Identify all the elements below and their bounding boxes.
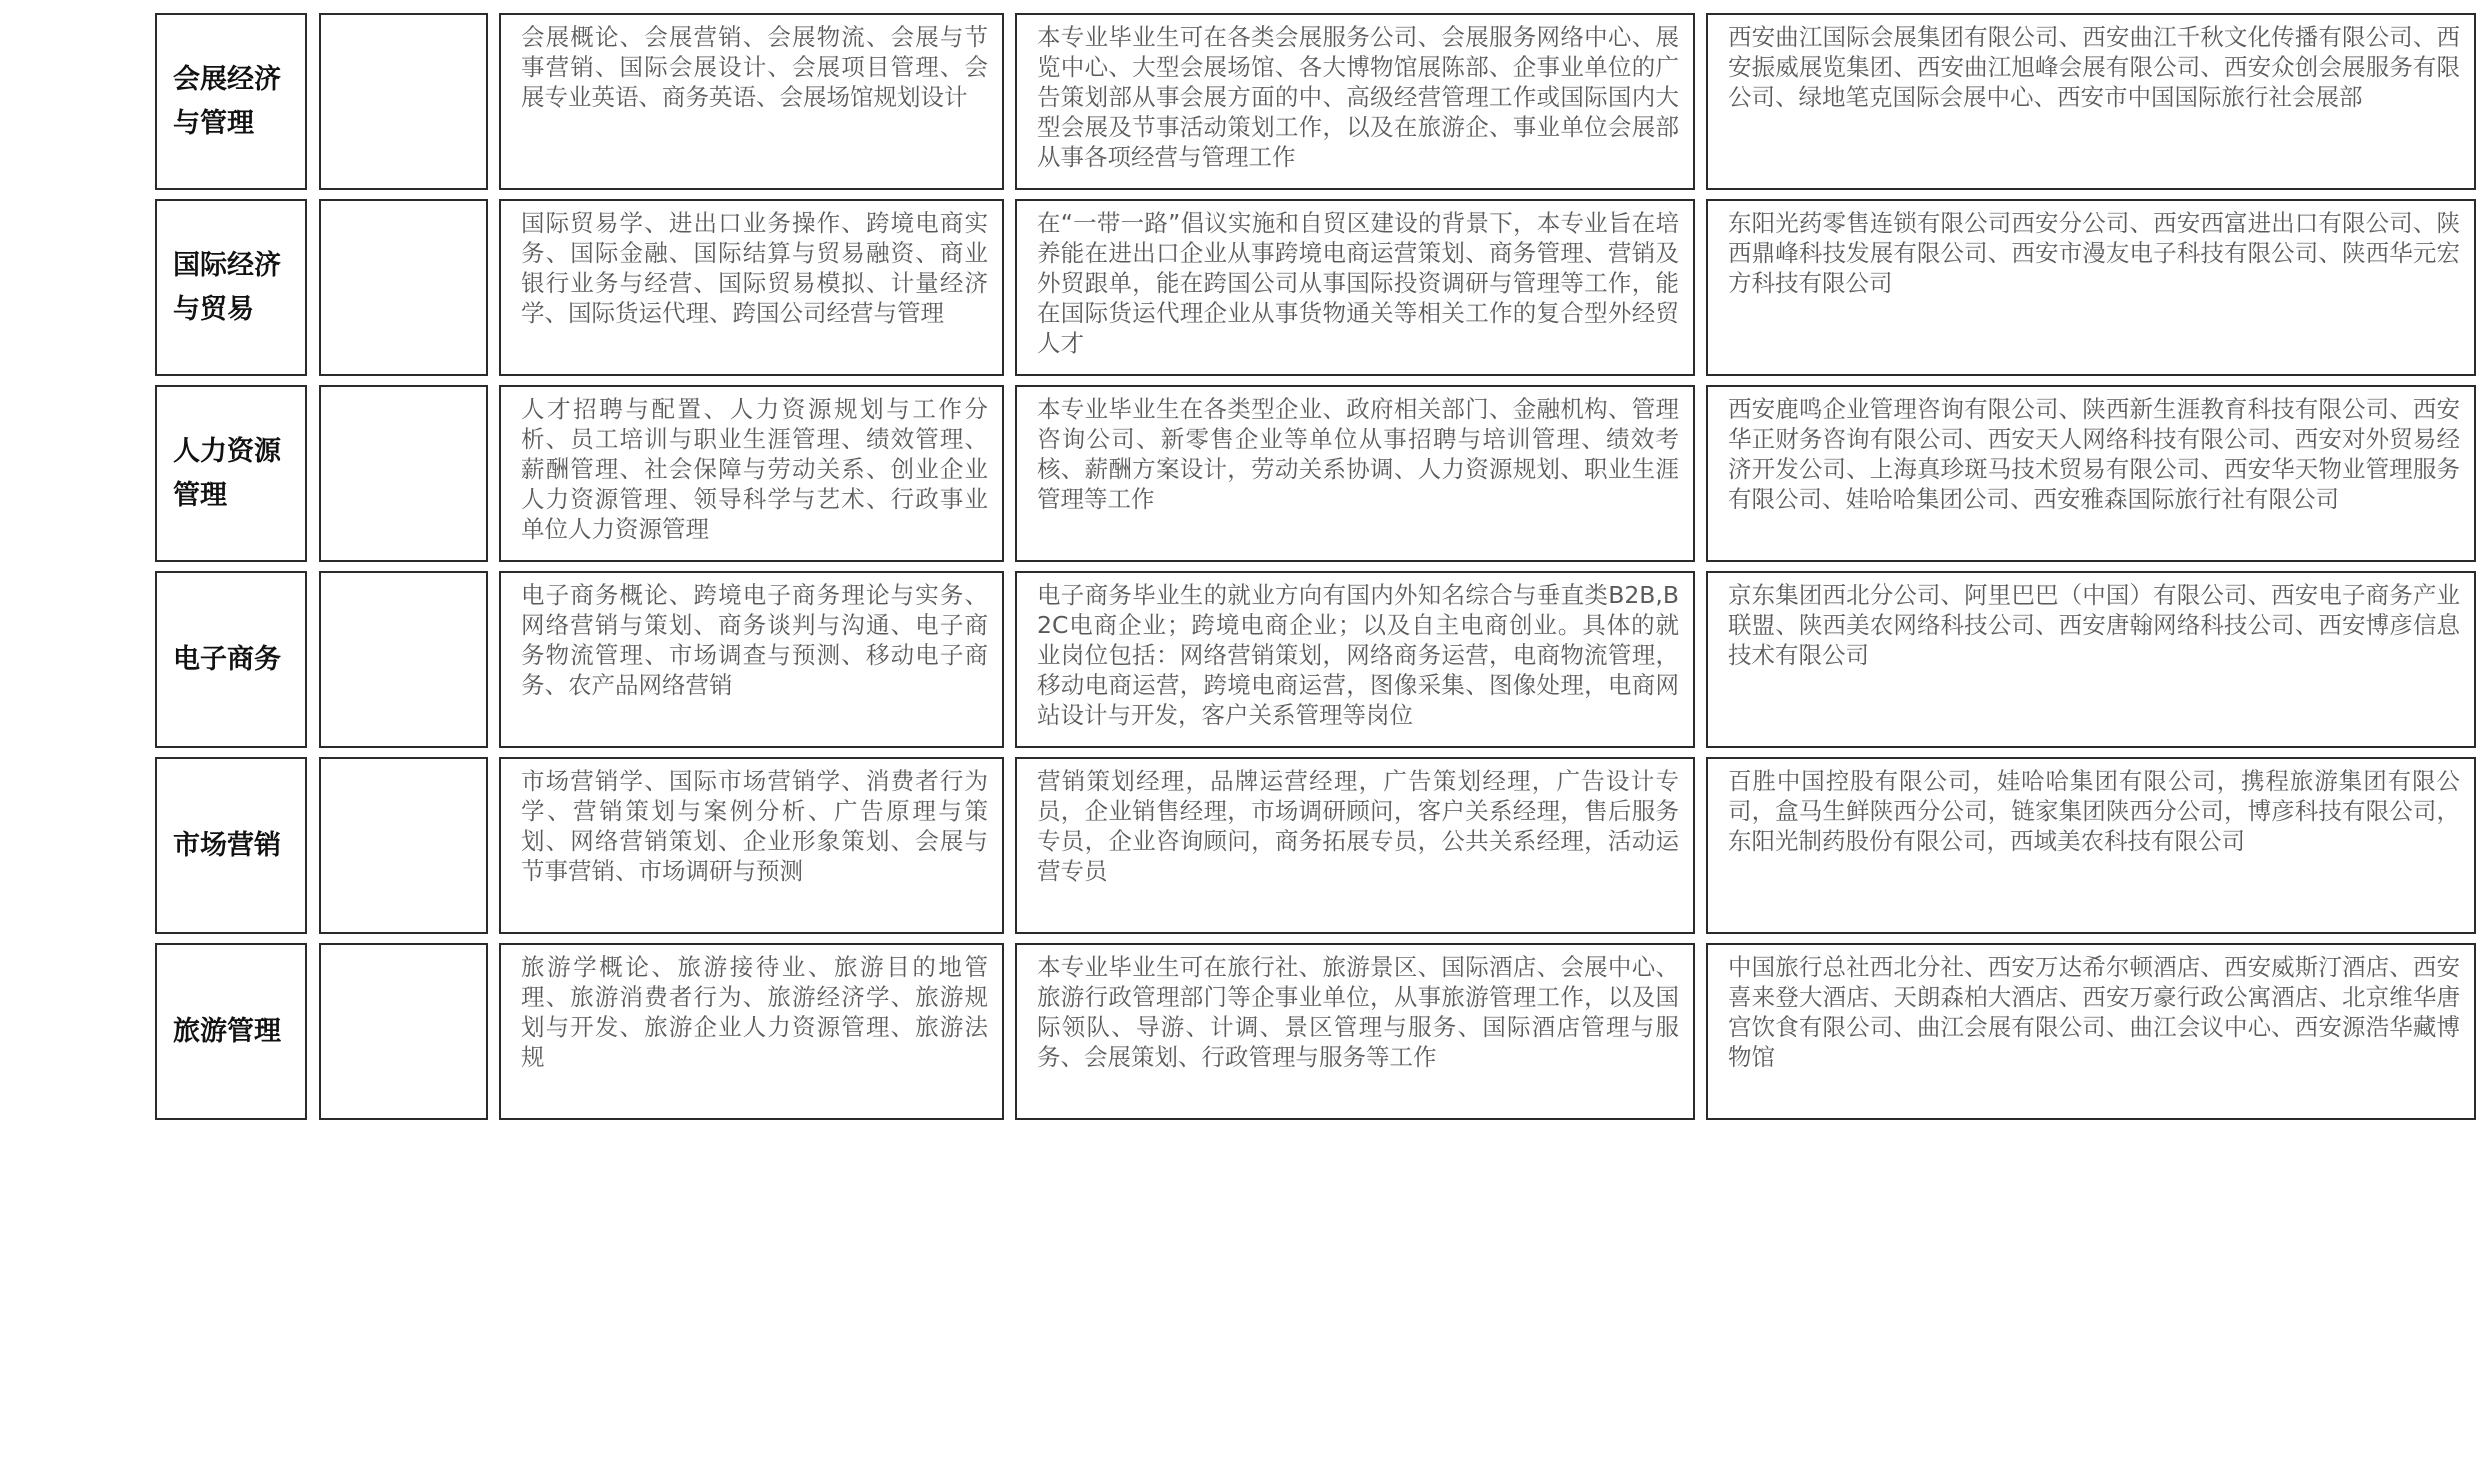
jobs-cell — [1015, 13, 1695, 190]
major-name: 会展经济与管理 — [173, 63, 281, 139]
courses-text: 人才招聘与配置、人力资源规划与工作分析、员工培训与职业生涯管理、绩效管理、薪酬管理、社会保障与劳动关系、创业企业人力资源管理、领导科学与艺术、行政事业单位人力资源管理 — [521, 395, 988, 543]
major-name: 市场营销 — [173, 829, 281, 861]
courses-cell — [499, 199, 1004, 376]
jobs-text: 本专业毕业生可在旅行社、旅游景区、国际酒店、会展中心、旅游行政管理部门等企事业单位，从事旅游管理工作，以及国际领队、导游、计调、景区管理与服务、国际酒店管理与服务、会展策划、行政管理与服务等工作 — [1037, 953, 1679, 1071]
courses-text: 会展概论、会展营销、会展物流、会展与节事营销、国际会展设计、会展项目管理、会展专业英语、商务英语、会展场馆规划设计 — [521, 23, 988, 111]
major-name-cell — [155, 13, 307, 190]
employers-text: 东阳光药零售连锁有限公司西安分公司、西安西富进出口有限公司、陕西鼎峰科技发展有限公司、西安市漫友电子科技有限公司、陕西华元宏方科技有限公司 — [1728, 209, 2460, 297]
jobs-text: 本专业毕业生在各类型企业、政府相关部门、金融机构、管理咨询公司、新零售企业等单位从事招聘与培训管理、绩效考核、薪酬方案设计，劳动关系协调、人力资源规划、职业生涯管理等工作 — [1037, 395, 1679, 513]
courses-cell — [499, 385, 1004, 562]
jobs-text: 在“一带一路”倡议实施和自贸区建设的背景下，本专业旨在培养能在进出口企业从事跨境电商运营策划、商务管理、营销及外贸跟单，能在跨国公司从事国际投资调研与管理等工作，能在国际货运代理企业从事货物通关等相关工作的复合型外经贸人才 — [1037, 209, 1679, 357]
employers-text: 百胜中国控股有限公司，娃哈哈集团有限公司，携程旅游集团有限公司，盒马生鲜陕西分公司，链家集团陕西分公司，博彦科技有限公司，东阳光制药股份有限公司，西域美农科技有限公司 — [1728, 767, 2460, 855]
courses-text: 旅游学概论、旅游接待业、旅游目的地管理、旅游消费者行为、旅游经济学、旅游规划与开发、旅游企业人力资源管理、旅游法规 — [521, 953, 988, 1071]
courses-cell — [499, 943, 1004, 1120]
jobs-text: 本专业毕业生可在各类会展服务公司、会展服务网络中心、展览中心、大型会展场馆、各大博物馆展陈部、企事业单位的广告策划部从事会展方面的中、高级经营管理工作或国际国内大型会展及节事活动策划工作，以及在旅游企、事业单位会展部从事各项经营与管理工作 — [1037, 23, 1679, 171]
jobs-text: 营销策划经理，品牌运营经理，广告策划经理，广告设计专员，企业销售经理，市场调研顾问，客户关系经理，售后服务专员，企业咨询顾问，商务拓展专员，公共关系经理，活动运营专员 — [1037, 767, 1679, 885]
blank-cell — [319, 199, 488, 376]
blank-cell — [319, 571, 488, 748]
jobs-cell — [1015, 757, 1695, 934]
courses-text: 电子商务概论、跨境电子商务理论与实务、网络营销与策划、商务谈判与沟通、电子商务物流管理、市场调查与预测、移动电子商务、农产品网络营销 — [521, 581, 988, 699]
jobs-cell — [1015, 571, 1695, 748]
courses-cell — [499, 571, 1004, 748]
major-name-cell — [155, 199, 307, 376]
major-name-cell — [155, 943, 307, 1120]
employers-cell — [1706, 199, 2476, 376]
major-name: 旅游管理 — [173, 1015, 281, 1047]
employers-cell — [1706, 757, 2476, 934]
employers-text: 京东集团西北分公司、阿里巴巴（中国）有限公司、西安电子商务产业联盟、陕西美农网络科技公司、西安唐翰网络科技公司、西安博彦信息技术有限公司 — [1728, 581, 2460, 669]
courses-text: 国际贸易学、进出口业务操作、跨境电商实务、国际金融、国际结算与贸易融资、商业银行业务与经营、国际贸易模拟、计量经济学、国际货运代理、跨国公司经营与管理 — [521, 209, 988, 327]
major-name-cell — [155, 385, 307, 562]
employers-text: 西安鹿鸣企业管理咨询有限公司、陕西新生涯教育科技有限公司、西安华正财务咨询有限公司、西安天人网络科技有限公司、西安对外贸易经济开发公司、上海真珍斑马技术贸易有限公司、西安华天物业管理服务有限公司、娃哈哈集团公司、西安雅森国际旅行社有限公司 — [1728, 395, 2460, 513]
employers-cell — [1706, 385, 2476, 562]
blank-cell — [319, 757, 488, 934]
major-name: 国际经济与贸易 — [173, 249, 281, 325]
blank-cell — [319, 943, 488, 1120]
jobs-cell — [1015, 199, 1695, 376]
major-name: 电子商务 — [173, 643, 281, 675]
blank-cell — [319, 385, 488, 562]
employers-text: 西安曲江国际会展集团有限公司、西安曲江千秋文化传播有限公司、西安振威展览集团、西安曲江旭峰会展有限公司、西安众创会展服务有限公司、绿地笔克国际会展中心、西安市中国国际旅行社会展部 — [1728, 23, 2460, 111]
courses-cell — [499, 757, 1004, 934]
jobs-cell — [1015, 385, 1695, 562]
jobs-cell — [1015, 943, 1695, 1120]
employers-cell — [1706, 943, 2476, 1120]
employers-cell — [1706, 13, 2476, 190]
major-name-cell — [155, 571, 307, 748]
blank-cell — [319, 13, 488, 190]
courses-text: 市场营销学、国际市场营销学、消费者行为学、营销策划与案例分析、广告原理与策划、网络营销策划、企业形象策划、会展与节事营销、市场调研与预测 — [521, 767, 988, 885]
major-name: 人力资源管理 — [173, 435, 281, 511]
major-name-cell — [155, 757, 307, 934]
employers-cell — [1706, 571, 2476, 748]
courses-cell — [499, 13, 1004, 190]
jobs-text: 电子商务毕业生的就业方向有国内外知名综合与垂直类B2B,B2C电商企业；跨境电商企业；以及自主电商创业。具体的就业岗位包括：网络营销策划，网络商务运营，电商物流管理，移动电商运营，跨境电商运营，图像采集、图像处理，电商网站设计与开发，客户关系管理等岗位 — [1037, 581, 1679, 729]
employers-text: 中国旅行总社西北分社、西安万达希尔顿酒店、西安威斯汀酒店、西安喜来登大酒店、天朗森柏大酒店、西安万豪行政公寓酒店、北京维华唐宫饮食有限公司、曲江会展有限公司、曲江会议中心、西安源浩华藏博物馆 — [1728, 953, 2460, 1071]
